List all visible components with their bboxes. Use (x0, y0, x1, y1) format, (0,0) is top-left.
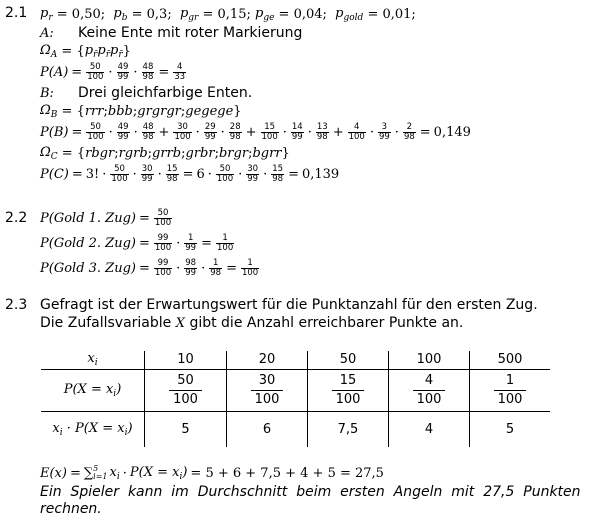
gold-draw-3: P(Gold 3. Zug) = $\frac{99}{100}$ · $\frac{98}{99}$ · $\frac{1}{98}$ = $\frac{1}{100}$ (40, 257, 259, 278)
event-a-definition: A: Keine Ente mit roter Markierung (40, 25, 303, 41)
table-cell: 6 (227, 411, 308, 447)
expectation-formula: E(x) = ∑ 5 i=1 $x_i$ · $P(X = x_i)$ = 5 + 6 + 7,5 + 4 + 5 = 27,5 (40, 464, 384, 482)
table-cell: $\frac{30}{100}$ (227, 369, 308, 411)
row-header-probability: $P(X = x_i)$ (41, 369, 145, 411)
table-cell: 5 (145, 411, 227, 447)
table-cell: 5 (470, 411, 551, 447)
row-header-x: $x_i$ (87, 351, 98, 369)
table-cell: 50 (308, 351, 389, 369)
table-cell: $\frac{4}{100}$ (389, 369, 470, 411)
gold-draw-1: P(Gold 1. Zug) = $\frac{50}{100}$ (40, 207, 172, 228)
event-b-definition: B: Drei gleichfarbige Enten. (40, 85, 253, 101)
row-header-product: $x_i \cdot P(X = x_i)$ (41, 411, 145, 447)
probability-c: P(C) = 3! · $\frac{50}{100}$ · $\frac{30}{99}$ · $\frac{15}{98}$ = 6 · $\frac{50}{100}$ · $\frac{30}{99}$ · $\frac{15}{98}$ = 0,139 (40, 163, 340, 184)
section-number-2-1: 2.1 (5, 5, 28, 21)
table-cell: 20 (227, 351, 308, 369)
table-cell: 500 (470, 351, 551, 369)
section-number-2-2: 2.2 (5, 210, 28, 226)
gold-draw-2: P(Gold 2. Zug) = $\frac{99}{100}$ · $\frac{1}{99}$ = $\frac{1}{100}$ (40, 232, 234, 253)
task-description-line2: Die Zufallsvariable X gibt die Anzahl erreichbarer Punkte an. (40, 315, 464, 331)
omega-b: $\Omega_B$ = { rrr ; bbb ; grgrgr ; gegege } (40, 102, 242, 120)
probability-b: P(B) = $\frac{50}{100}$ · $\frac{49}{99}$ · $\frac{48}{98}$ + $\frac{30}{100}$ · $\frac{29}{99}$ · $\frac{28}{98}$ + $\frac{15}{100}$ · $\frac{14}{99}$ · $\frac{13}{98}$ + $\frac{4}{100}$ · $\frac{3}{99}$ · $\frac{2}{98}$ = 0,149 (40, 121, 471, 142)
table-cell: 10 (145, 351, 227, 369)
probability-a: P(A) = $\frac{50}{100}$ · $\frac{49}{99}$ · $\frac{48}{98}$ = $\frac{4}{33}$ (40, 61, 186, 82)
table-cell: 4 (389, 411, 470, 447)
section-number-2-3: 2.3 (5, 297, 28, 313)
task-description-line1: Gefragt ist der Erwartungswert für die Punktanzahl für den ersten Zug. (40, 297, 538, 313)
table-cell: 7,5 (308, 411, 389, 447)
table-cell: $\frac{1}{100}$ (470, 369, 551, 411)
distribution-table (41, 351, 550, 447)
table-cell: $\frac{50}{100}$ (145, 369, 227, 411)
omega-a: $\Omega_A$ = { $p_{r̄}p_{r̄}p_{r̄}$ } (40, 42, 131, 60)
table-cell: 100 (389, 351, 470, 369)
table-cell: $\frac{15}{100}$ (308, 369, 389, 411)
table-row-products (41, 411, 550, 447)
probability-definitions: $p_r$ = 0,50; $p_b$ = 0,3; $p_{gr}$ = 0,15; $p_{ge}$ = 0,04; $p_{gold}$ = 0,01; (40, 5, 416, 23)
omega-c: $\Omega_C$ = { rbgr ; rgrb ; grrb ; grbr ; brgr ; bgrr } (40, 144, 290, 162)
conclusion-line2: rechnen. (40, 501, 102, 517)
conclusion-line1: Ein Spieler kann im Durchschnitt beim ersten Angeln mit 27,5 Punkten (40, 484, 581, 500)
table-row-probabilities (41, 369, 550, 411)
table-row-x-values (41, 351, 550, 369)
